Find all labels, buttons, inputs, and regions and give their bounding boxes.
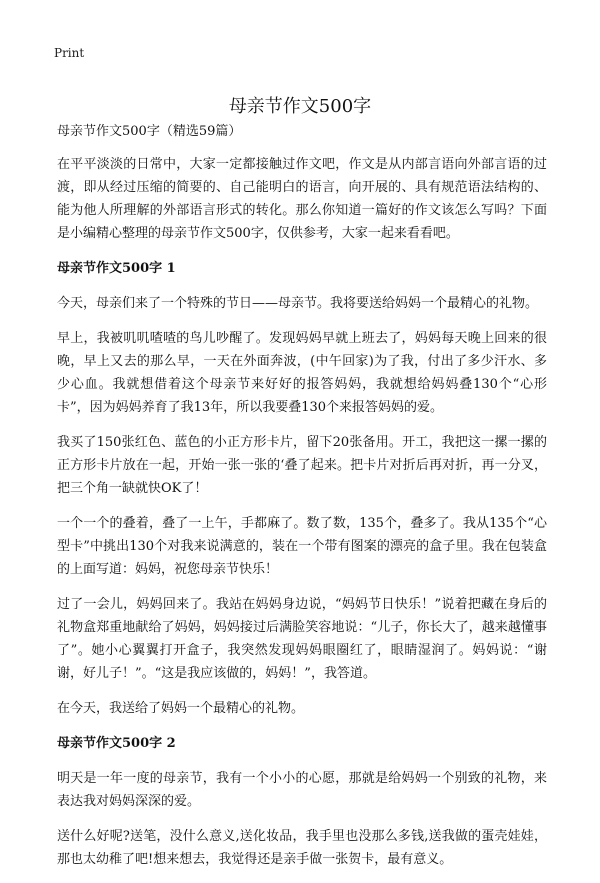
paragraph: 在今天，我送给了妈妈一个最精心的礼物。	[57, 701, 305, 716]
section-heading-2: 母亲节作文500字 2	[57, 736, 176, 751]
paragraph: 明天是一年一度的母亲节，我有一个小小的心愿，那就是给妈妈一个别致的礼物，来表达我对妈妈深深的爱。	[57, 771, 547, 809]
intro-paragraph: 在平平淡淡的日常中，大家一定都接触过作文吧，作文是从内部言语向外部言语的过渡，即从经过压缩的简要的、自己能明白的语言，向开展的、具有规范语法结构的、能为他人所理解的外部语言形式的转化。那么你知道一篇好的作文该怎么写吗？下面是小编精心整理的母亲节作文500字，仅供参考，大家一起来看看吧。	[57, 157, 547, 241]
page-title: 母亲节作文500字	[228, 96, 372, 118]
paragraph: 早上，我被叽叽喳喳的鸟儿吵醒了。发现妈妈早就上班去了，妈妈每天晚上回来的很晚，早上又去的那么早，一天在外面奔波，(中午回家)为了我，付出了多少汗水、多少心血。我就想借着这个母亲节来好好的报答妈妈，我就想给妈妈叠130个“心形卡”，因为妈妈养育了我13年，所以我要叠130个来报答妈妈的爱。	[57, 331, 547, 415]
paragraph: 送什么好呢?送笔，没什么意义,送化妆品，我手里也没那么多钱,送我做的蛋壳娃娃，那也太幼稚了吧!想来想去，我觉得还是亲手做一张贺卡，最有意义。	[57, 829, 547, 867]
article-body	[57, 120, 547, 883]
paragraph: 今天，母亲们来了一个特殊的节日——母亲节。我将要送给妈妈一个最精心的礼物。	[57, 296, 539, 311]
print-link[interactable]: Print	[54, 46, 85, 60]
article-subtitle: 母亲节作文500字（精选59篇）	[57, 124, 242, 139]
paragraph: 过了一会儿，妈妈回来了。我站在妈妈身边说，“妈妈节日快乐！”说着把藏在身后的礼物盒郑重地献给了妈妈，妈妈接过后满脸笑容地说：“儿子，你长大了，越来越懂事了”。她小心翼翼打开盒子，我突然发现妈妈眼圈红了，眼睛湿润了。妈妈说：“谢谢，好儿子！”。“这是我应该做的，妈妈！”，我答道。	[57, 597, 547, 681]
section-heading-1: 母亲节作文500字 1	[57, 261, 176, 276]
paragraph: 我买了150张红色、蓝色的小正方形卡片，留下20张备用。开工，我把这一摞一摞的正方形卡片放在一起，开始一张一张的‘叠了起来。把卡片对折后再对折，再一分叉，把三个角一缺就快OK了！	[57, 435, 547, 496]
paragraph: 一个一个的叠着，叠了一上午，手都麻了。数了数，135个，叠多了。我从135个“心型卡”中挑出130个对我来说满意的，装在一个带有图案的漂亮的盒子里。我在包装盒的上面写道：妈妈，祝您母亲节快乐！	[57, 516, 547, 577]
